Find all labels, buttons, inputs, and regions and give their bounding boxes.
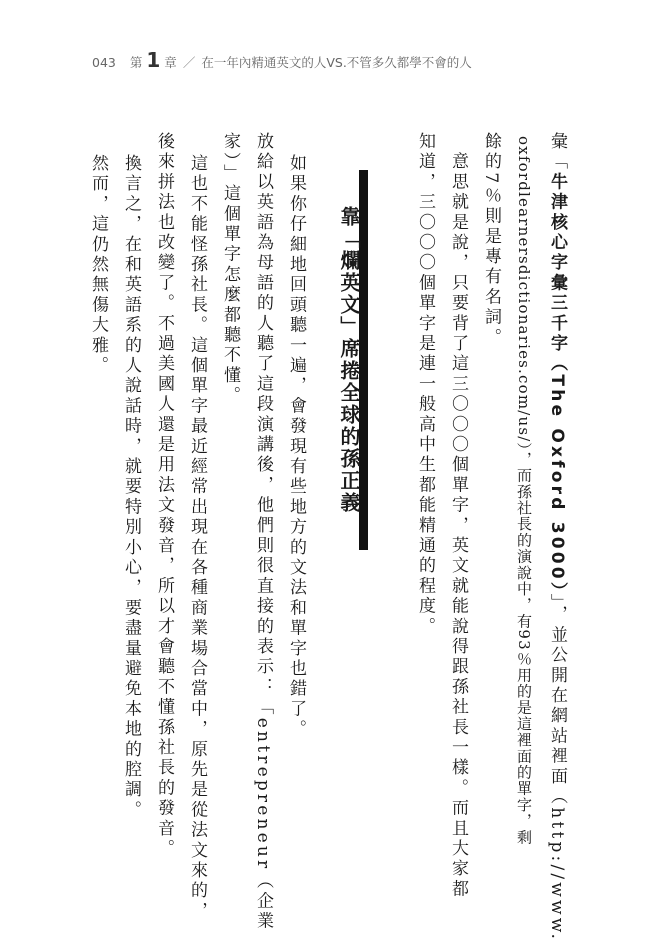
running-header [92, 48, 472, 72]
section-heading: 靠「爛英文」席捲全球的孫正義 [337, 206, 361, 514]
text-column: oxfordlearnersdictionaries.com/us/），而孫社長的演說中，有93％用的是這裡面的單字，剩 [515, 136, 533, 846]
chapter-prefix: 第 [129, 55, 143, 70]
text-column: 意思就是說，只要背了這三〇〇〇個單字，英文就能說得跟孫社長一樣。而且大家都 [448, 132, 468, 900]
chapter-number: 1 [146, 48, 161, 72]
text-column: 餘的7％則是專有名詞。 [481, 132, 501, 349]
text-column: 知道，三〇〇〇個單字是連一般高中生都能精通的程度。 [415, 132, 435, 637]
text-column: 換言之，在和英語系的人說話時，就要特別小心，要盡量避免本地的腔調。 [121, 154, 141, 821]
oxford-3000-title: 牛津核心字彙三千字（The Oxford 3000） [547, 172, 567, 594]
text-column: 這也不能怪孫社長。這個單字最近經常出現在各種商業場合當中，原先是從法文來的， [187, 154, 207, 922]
text-run: 」，並公開在網站裡面（http://www. [547, 593, 567, 942]
text-column: 家）」這個單字怎麼都聽不懂。 [220, 132, 240, 407]
text-column: 放給以英語為母語的人聽了這段演講後，他們則很直接的表示：「entrepreneur（企業 [253, 132, 273, 932]
text-run: 彙「 [547, 132, 567, 173]
text-column: 後來拼法也改變了。不過美國人還是用法文發音，所以才會聽不懂孫社長的發音。 [154, 132, 174, 860]
chapter-suffix: 章 [164, 55, 177, 70]
chapter-title: 在一年內精通英文的人VS.不管多久都學不會的人 [201, 55, 472, 70]
text-column [545, 132, 568, 942]
page-number: 043 [92, 55, 116, 70]
header-separator: ／ [182, 55, 196, 70]
text-column: 然而，這仍然無傷大雅。 [88, 154, 108, 377]
text-column: 如果你仔細地回頭聽一遍，會發現有些地方的文法和單字也錯了。 [286, 154, 306, 740]
